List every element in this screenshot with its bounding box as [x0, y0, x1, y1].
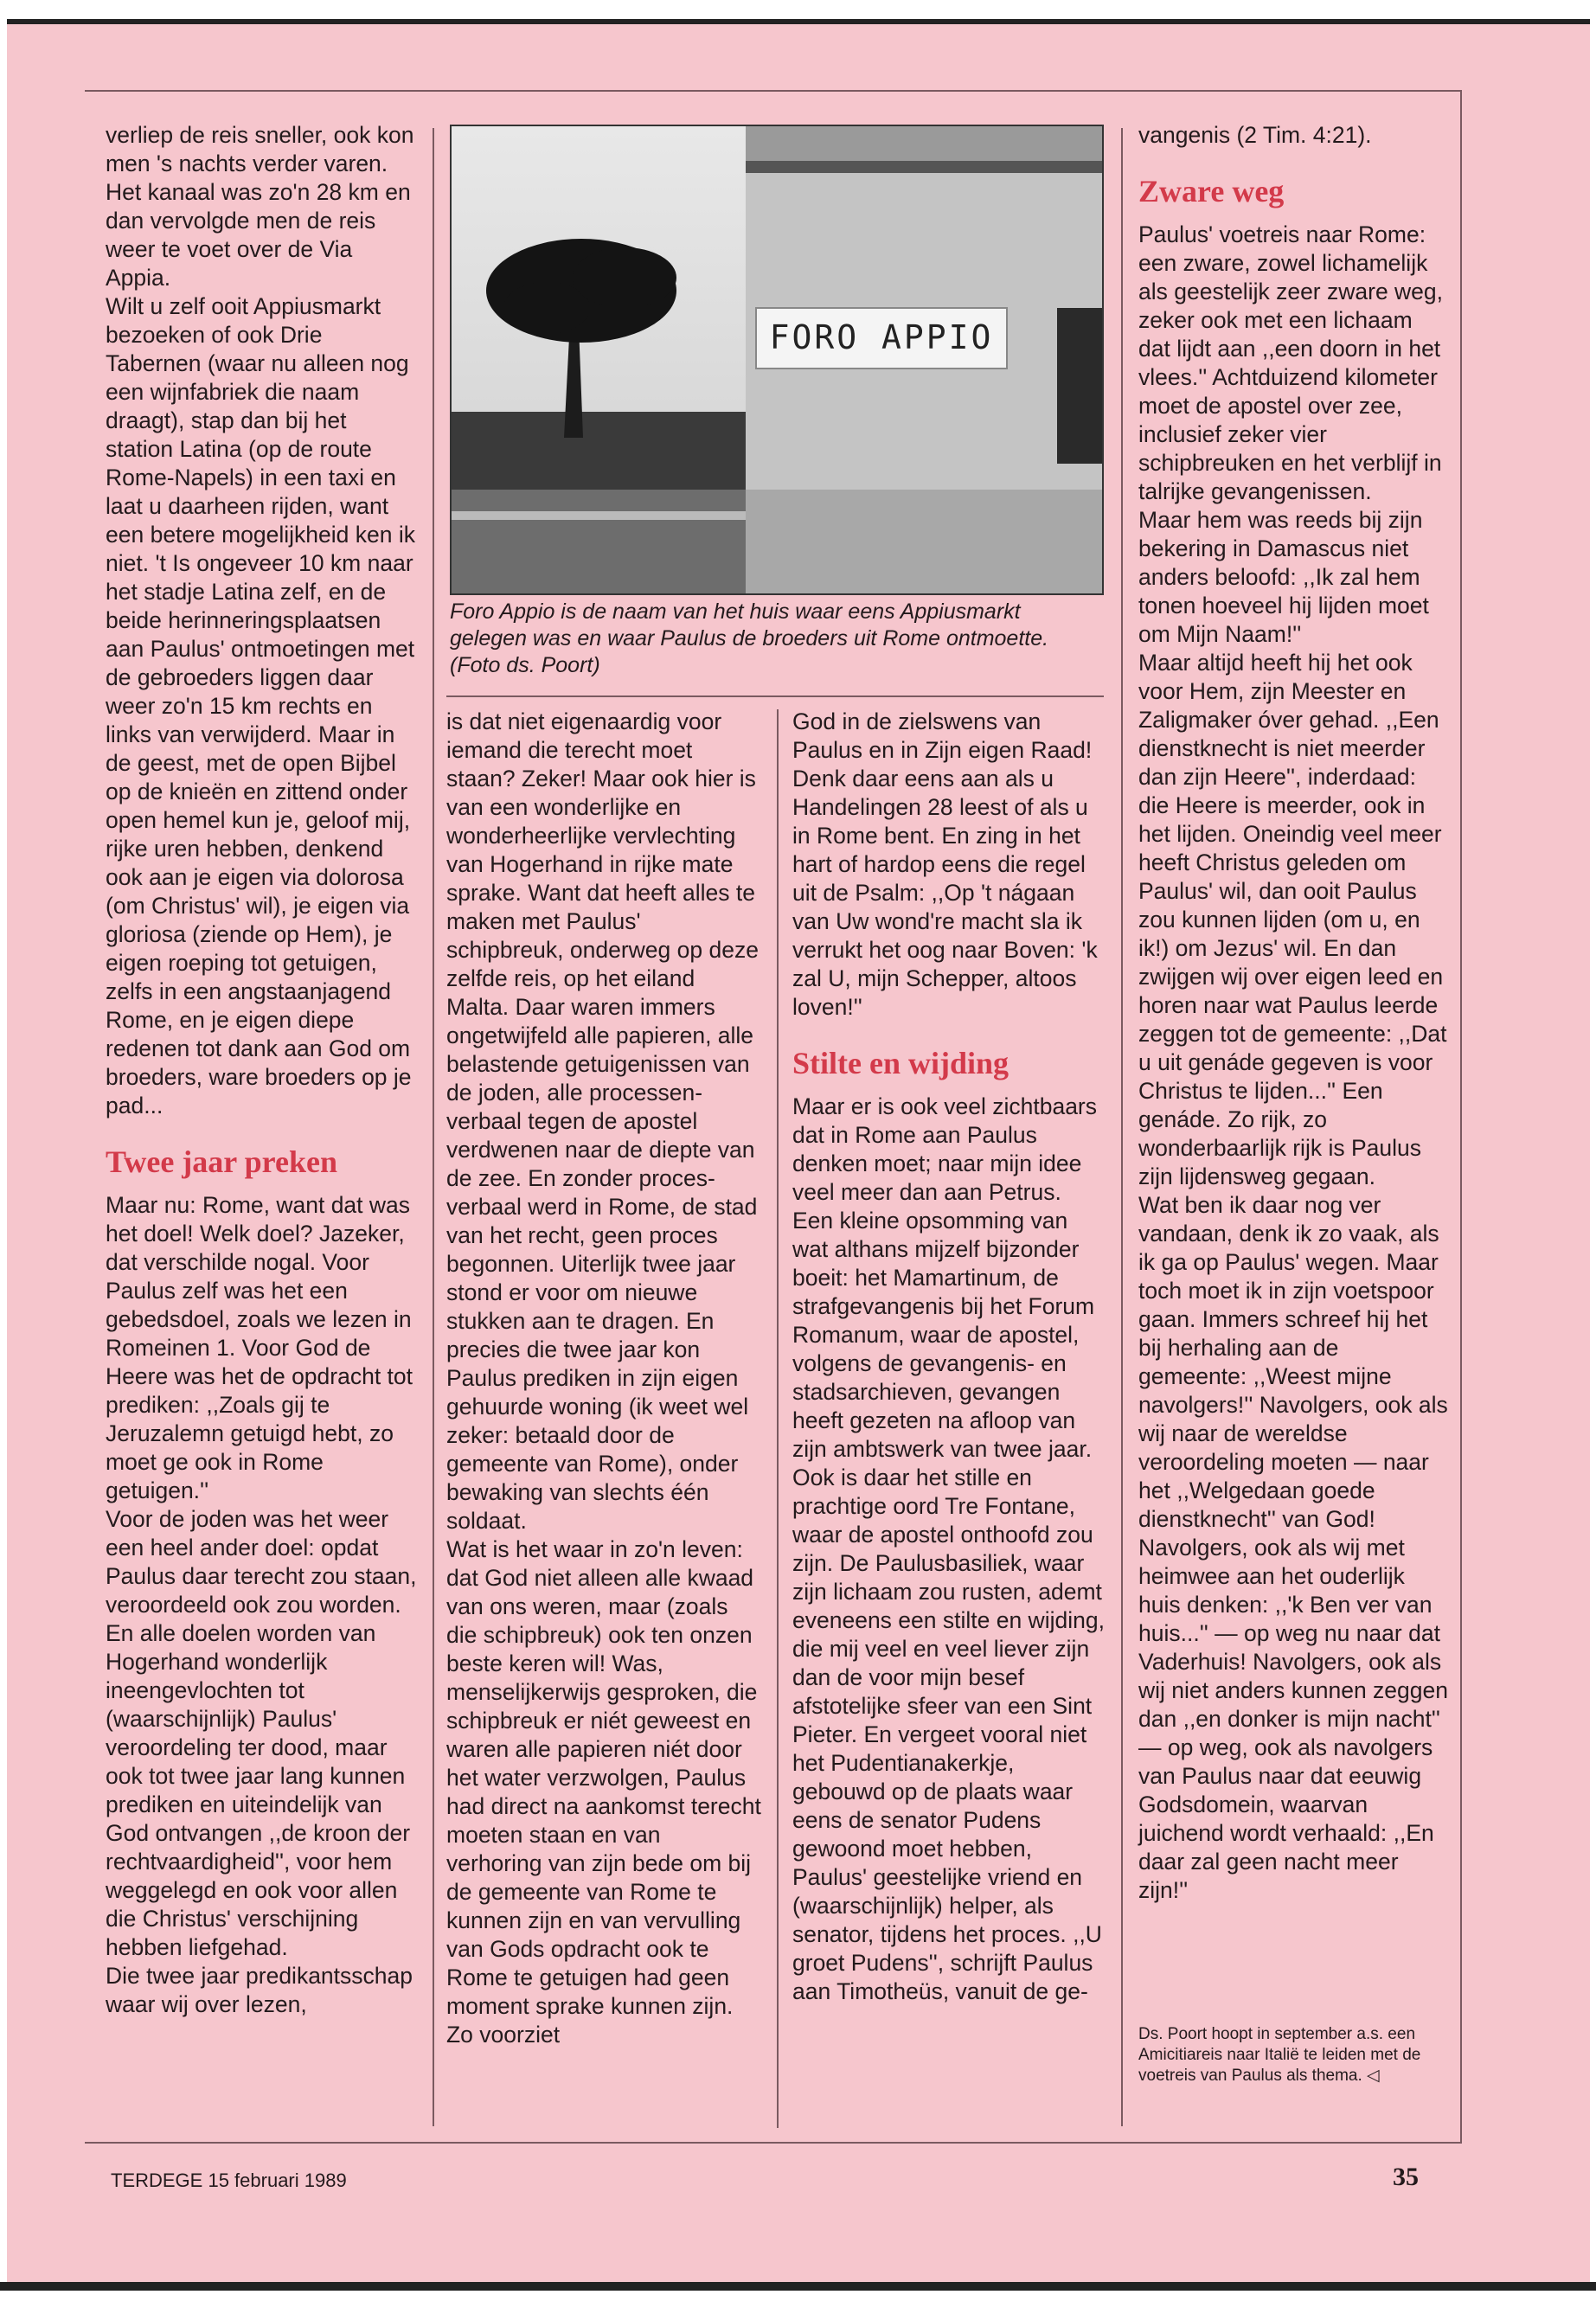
- paragraph: Voor de joden was het weer een heel ander doel: opdat Paulus daar terecht zou staan, veroordeeld ook zou worden. En alle doelen worden van Hogerhand wonderlijk ineengevlochten tot (waarschijnlijk) Paulus' veroordeling ter dood, maar ook tot twee jaar lang kunnen prediken en uiteindelijk van God ontvangen ,,de kroon der rechtvaardigheid'', voor hem weggelegd en ook voor allen die Christus' verschijning hebben liefgehad.: [106, 1506, 417, 1960]
- paragraph: Denk daar eens aan als u Handelingen 28 leest of als u in Rome bent. En zing in het hart of hardop eens die regel uit de Psalm: ,,Op 't nágaan van Uw wond're macht sla ik verrukt het oog naar Boven: 'k zal U, mijn Schepper, altoos loven!'': [792, 766, 1098, 1020]
- photo-image: [452, 126, 1102, 593]
- column-divider: [1121, 128, 1123, 2126]
- section-heading: Twee jaar preken: [106, 1144, 337, 1179]
- page-number: 35: [1393, 2163, 1419, 2191]
- paragraph: Wilt u zelf ooit Appiusmarkt bezoeken of ook Drie Tabernen (waar nu alleen nog een wijnfabriek die naam draagt), stap dan bij het station Latina (op de route Rome-Napels) in een taxi en laat u daarheen rijden, want een betere mogelijkheid ken ik niet. 't Is ongeveer 10 km naar het stadje Latina zelf, en de beide herinneringsplaatsen aan Paulus' ontmoetingen met de gebroeders liggen daar weer zo'n 15 km rechts en links van verwijderd. Maar in de geest, met de open Bijbel op de knieën en zittend onder open hemel kun je, geloof mij, rijke uren hebben, denkend ook aan je eigen via dolorosa (om Christus' wil), je eigen via gloriosa (ziende op Hem), je eigen roeping tot getuigen, zelfs in een angstaanjagend Rome, en je eigen diepe redenen tot dank aan God om broeders, ware broeders op je pad...: [106, 293, 415, 1118]
- paragraph: Maar nu: Rome, want dat was het doel! Welk doel? Jazeker, dat verschilde nogal. Voor Paulus zelf was het een gebedsdoel, zoals we lezen in Romeinen 1. Voor God de Heere was het de opdracht tot prediken: ,,Zoals gij te Jeruzalemn getuigd hebt, zo moet ge ook in Rome getuigen.'': [106, 1192, 413, 1503]
- sign-text: FORO APPIO: [769, 318, 994, 356]
- column-2: [446, 708, 762, 2049]
- column-divider: [777, 709, 779, 2128]
- photo-caption: Foro Appio is de naam van het huis waar eens Appiusmarkt gelegen was en waar Paulus de broeders uit Rome ontmoette. (Foto ds. Poort): [450, 599, 1049, 677]
- foro-appio-photo: [450, 125, 1104, 595]
- paragraph: Navolgers, ook als wij met heimwee aan het ouderlijk huis denken: ,,'k Ben ver van huis...'' — op weg nu naar dat Vaderhuis! Navolgers, ook als wij niet anders kunnen zeggen dan ,,en donker is mijn nacht'' — op weg, ook als navolgers van Paulus naar dat eeuwig Godsdomein, waarvan juichend wordt verhaald: ,,En daar zal geen nacht meer zijn!'': [1138, 1535, 1448, 1903]
- paragraph: Wat ben ik daar nog ver vandaan, denk ik zo vaak, als ik ga op Paulus' wegen. Maar toch moet ik in zijn voetspoor gaan. Immers schreef hij het bij herhaling aan de gemeente: ,,Weest mijne navolgers!'' Navolgers, ook als wij naar de wereldse veroordeling moeten — naar het ,,Welgedaan goede dienstknecht'' van God!: [1138, 1192, 1448, 1532]
- paragraph: Die twee jaar predikantsschap waar wij over lezen,: [106, 1963, 413, 2017]
- paragraph: Maar hem was reeds bij zijn bekering in Damascus niet anders beloofd: ,,Ik zal hem tonen hoeveel hij lijden moet om Mijn Naam!'': [1138, 507, 1429, 647]
- paragraph: Maar altijd heeft hij het ook voor Hem, zijn Meester en Zaligmaker óver gehad. ,,Een dienstknecht is niet meerder dan zijn Heere'', inderdaad: die Heere is meerder, ook in het lijden. Oneindig veel meer heeft Christus geleden om Paulus' wil, dan ooit Paulus zou kunnen lijden (om u, en ik!) om Jezus' wil. En dan zwijgen wij over eigen leed en horen naar wat Paulus leerde zeggen tot de gemeente: ,,Dat u uit genáde gegeven is voor Christus te lijden...'' Een genáde. Zo rijk, zo wonderbaarlijk rijk is Paulus zijn lijdensweg gegaan.: [1138, 650, 1447, 1189]
- section-heading: Stilte en wijding: [792, 1046, 1010, 1080]
- paragraph: verliep de reis sneller, ook kon men 's nachts verder varen. Het kanaal was zo'n 28 km en dan vervolgde men de reis weer te voet over de Via Appia.: [106, 122, 414, 291]
- paragraph: vangenis (2 Tim. 4:21).: [1138, 122, 1372, 148]
- column-4: [1138, 121, 1450, 1905]
- section-heading: Zware weg: [1138, 174, 1285, 208]
- column-1: [106, 121, 417, 2019]
- paragraph: is dat niet eigenaardig voor iemand die terecht moet staan? Zeker! Maar ook hier is van een wonderlijke en wonderheerlijke vervlechting van Hogerhand in rijke mate sprake. Want dat heeft alles te maken met Paulus' schipbreuk, onderweg op deze zelfde reis, op het eiland Malta. Daar waren immers ongetwijfeld alle papieren, alle belastende getuigenissen van de joden, alle processen-verbaal tegen de apostel verdwenen naar de diepte van de zee. En zonder proces-verbaal werd in Rome, de stad van het recht, geen proces begonnen. Uiterlijk twee jaar stond er voor om nieuwe stukken aan te dragen. En precies die twee jaar kon Paulus prediken in zijn eigen gehuurde woning (ik weet wel zeker: betaald door de gemeente van Rome), onder bewaking van slechts één soldaat.: [446, 708, 759, 1534]
- caption-rule: [446, 695, 1104, 697]
- paragraph: God in de zielswens van Paulus en in Zijn eigen Raad!: [792, 708, 1093, 763]
- paragraph: Maar er is ook veel zichtbaars dat in Rome aan Paulus denken moet; naar mijn idee veel meer dan aan Petrus. Een kleine opsomming van wat althans mijzelf bijzonder boeit: het Mamartinum, de strafgevangenis bij het Forum Romanum, waar de apostel, volgens de gevangenis- en stadsarchieven, gevangen heeft gezeten na afloop van zijn ambtswerk van twee jaar. Ook is daar het stille en prachtige oord Tre Fontane, waar de apostel onthoofd zou zijn. De Paulusbasiliek, waar zijn lichaam zou rusten, ademt eveneens een stilte en wijding, die mij veel en veel liever zijn dan de voor mijn besef afstotelijke sfeer van een Sint Pieter. En vergeet vooral niet het Pudentianakerkje, gebouwd op de plaats waar eens de senator Pudens gewoond moet hebben, Paulus' geestelijke vriend en (waarschijnlijk) helper, als senator, tijdens het proces. ,,U groet Pudens'', schrijft Paulus aan Timotheüs, vanuit de ge-: [792, 1093, 1105, 2004]
- paragraph: Wat is het waar in zo'n leven: dat God niet alleen alle kwaad van ons weren, maar (zoals die schipbreuk) ook ten onzen beste keren wil! Was, menselijkerwijs gesproken, die schipbreuk er niét geweest en waren alle papieren niét door het water verzwolgen, Paulus had direct na aankomst terecht moeten staan en van verhoring van zijn bede om bij de gemeente van Rome te kunnen zijn en van vervulling van Gods opdracht ook te Rome te getuigen had geen moment sprake kunnen zijn. Zo voorziet: [446, 1536, 761, 2048]
- bottom-border: [0, 2282, 1596, 2291]
- column-3: [792, 708, 1108, 2006]
- author-note: Ds. Poort hoopt in september a.s. een Amicitiareis naar Italië te leiden met de voetreis van Paulus als thema. ◁: [1138, 2025, 1421, 2085]
- column-divider: [433, 128, 434, 2126]
- magazine-issue: TERDEGE 15 februari 1989: [111, 2170, 347, 2191]
- paragraph: Paulus' voetreis naar Rome: een zware, zowel lichamelijk als geestelijk zeer zware weg, zeker ook met een lichaam dat lijdt aan ,,een doorn in het vlees.'' Achtduizend kilometer moet de apostel over zee, inclusief zeker vier schipbreuken en het verblijf in talrijke gevangenissen.: [1138, 221, 1444, 504]
